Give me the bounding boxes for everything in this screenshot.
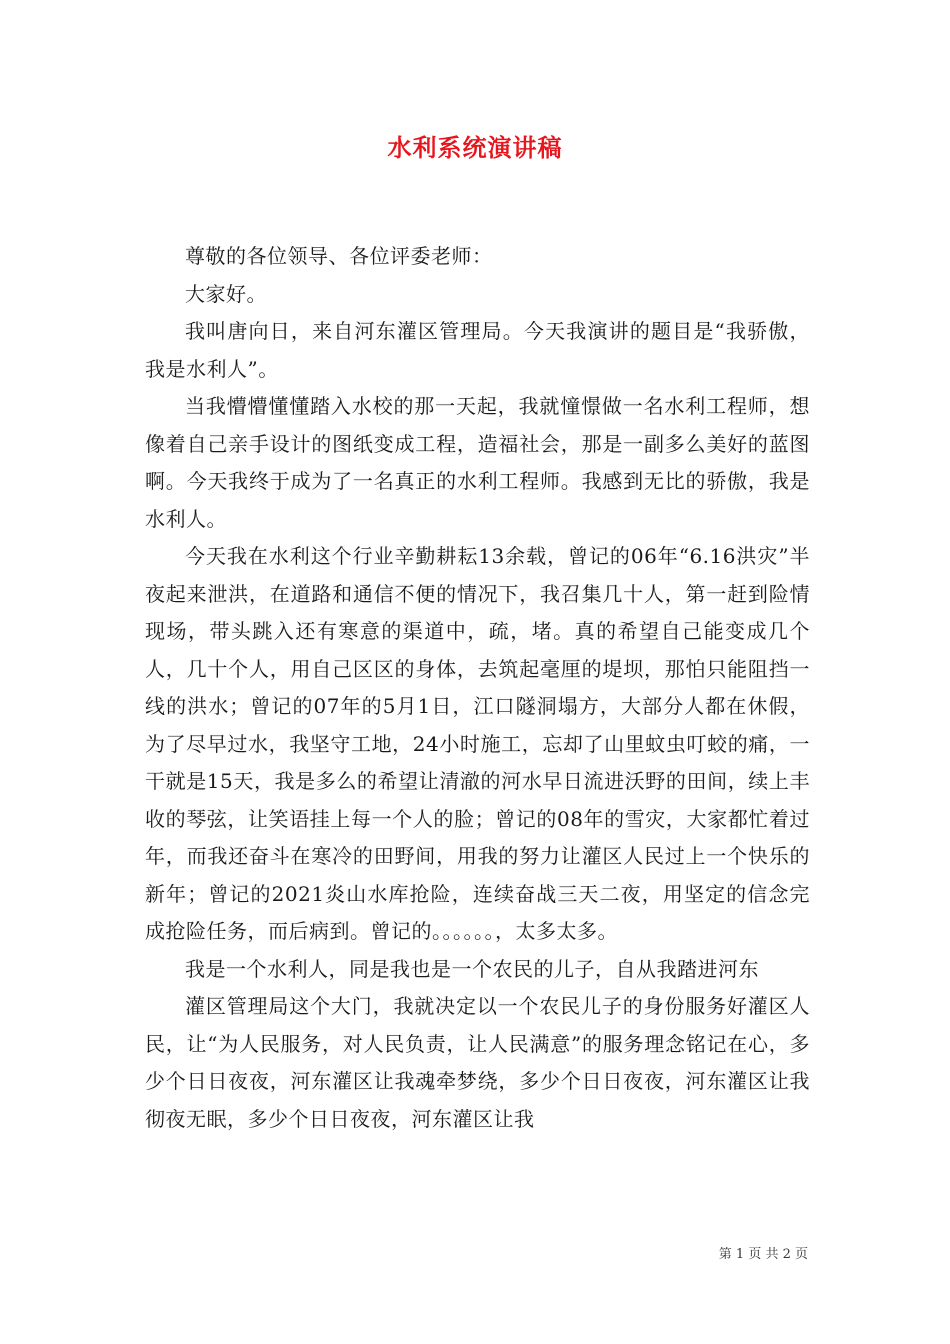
intro-paragraph: 我叫唐向日，来自河东灌区管理局。今天我演讲的题目是“我骄傲，我是水利人”。 (145, 319, 810, 381)
body-paragraph: 灌区管理局这个大门，我就决定以一个农民儿子的身份服务好灌区人民，让“为人民服务，对人民负责，让人民满意”的服务理念铭记在心，多少个日日夜夜，河东灌区让我魂牵梦绕，多少个日日夜夜，河东灌区让我彻夜无眠，多少个日日夜夜，河东灌区让我 (145, 994, 810, 1131)
document-title: 水利系统演讲稿 (387, 133, 563, 162)
salutation-paragraph: 尊敬的各位领导、各位评委老师： (185, 244, 493, 268)
page-footer: 第 1 页 共 2 页 (718, 1247, 808, 1262)
document-body (145, 238, 810, 1138)
body-paragraph: 我是一个水利人，同是我也是一个农民的儿子，自从我踏进河东 (185, 956, 759, 981)
body-paragraph: 今天我在水利这个行业辛勤耕耘13余载，曾记的06年“6.16洪灾”半夜起来泄洪，在道路和通信不便的情况下，我召集几十人，第一赶到险情现场，带头跳入还有寒意的渠道中，疏，堵。真的希望自己能变成几个人，几十个人，用自己区区的身体，去筑起毫厘的堤坝，那怕只能阻挡一线的洪水；曾记的07年的5月1日，江口隧洞塌方，大部分人都在休假，为了尽早过水，我坚守工地，24小时施工，忘却了山里蚊虫叮蛟的痛，一干就是15天，我是多么的希望让清澈的河水早日流进沃野的田间，续上丰收的琴弦，让笑语挂上每一个人的脸；曾记的08年的雪灾，大家都忙着过年，而我还奋斗在寒冷的田野间，用我的努力让灌区人民过上一个快乐的新年；曾记的2021炎山水库抢险，连续奋战三天二夜，用坚定的信念完成抢险任务，而后病到。曾记的。。。。。。，太多太多。 (145, 544, 810, 943)
greeting-paragraph: 大家好。 (185, 281, 267, 306)
body-paragraph: 当我懵懵懂懂踏入水校的那一天起，我就憧憬做一名水利工程师，想像着自己亲手设计的图纸变成工程，造福社会，那是一副多么美好的蓝图啊。今天我终于成为了一名真正的水利工程师。我感到无比的骄傲，我是水利人。 (145, 394, 810, 531)
